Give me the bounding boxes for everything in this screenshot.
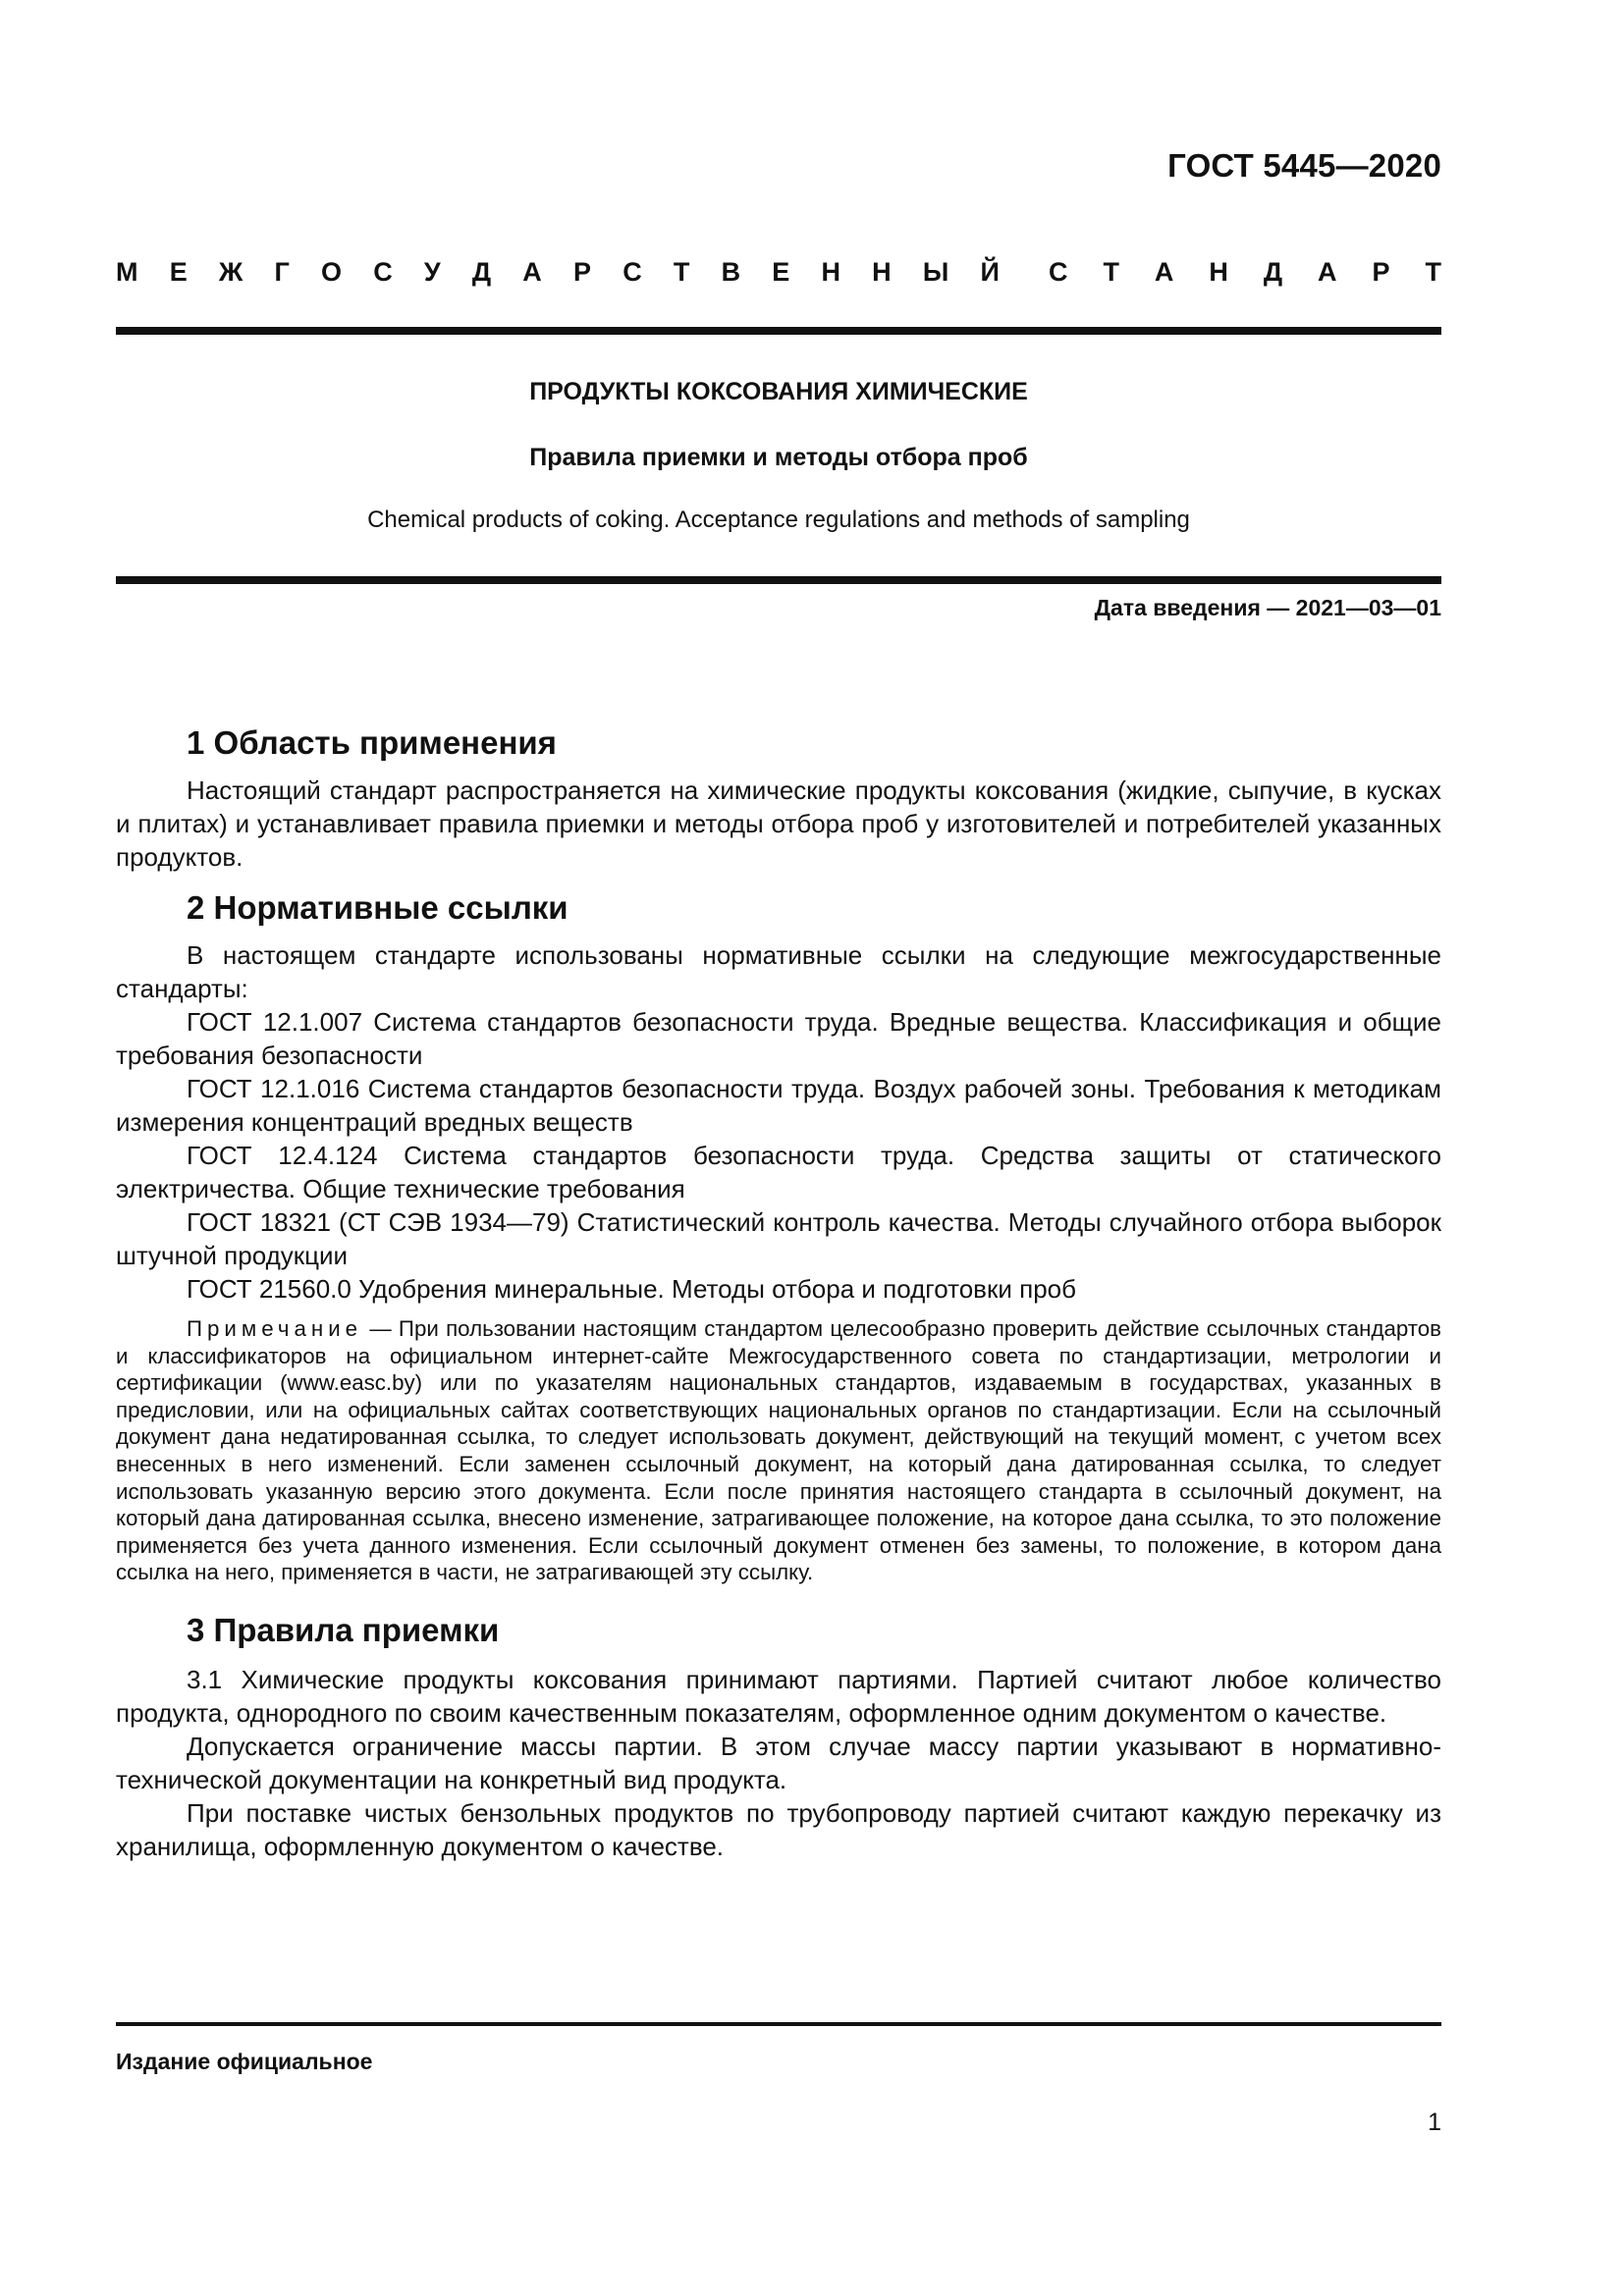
note-label: Примечание <box>187 1316 363 1341</box>
reference-item: ГОСТ 12.1.007 Система стандартов безопасности труда. Вредные вещества. Классификация и общие требования безопасности <box>116 1007 1441 1070</box>
reference-item: ГОСТ 18321 (СТ СЭВ 1934—79) Статистический контроль качества. Методы случайного отбора выборок штучной продукции <box>116 1207 1441 1270</box>
reference-item: ГОСТ 12.4.124 Система стандартов безопасности труда. Средства защиты от статического электричества. Общие технические требования <box>116 1141 1441 1203</box>
footer-rule <box>116 2022 1441 2026</box>
header-rule <box>116 327 1441 335</box>
title-rule <box>116 576 1441 584</box>
reference-item: ГОСТ 12.1.016 Система стандартов безопасности труда. Воздух рабочей зоны. Требования к методикам измерения концентраций вредных веществ <box>116 1074 1441 1137</box>
reference-item: ГОСТ 21560.0 Удобрения минеральные. Методы отбора и подготовки проб <box>187 1274 1077 1304</box>
section-3-paragraph: 3.1 Химические продукты коксования принимают партиями. Партией считают любое количество продукта, однородного по своим качественным показателям, оформленное одним документом о качестве. <box>116 1664 1441 1728</box>
section-3-paragraph: При поставке чистых бензольных продуктов по трубопроводу партией считают каждую перекачку из хранилища, оформленную документом о качестве. <box>116 1797 1441 1861</box>
standard-kind <box>116 257 1441 288</box>
standard-kind-word-1: М Е Ж Г О С У Д А Р С Т В Е Н Н Ы Й <box>116 257 1000 287</box>
section-2-paragraph: В настоящем стандарте использованы нормативные ссылки на следующие межгосударственные стандарты: <box>116 940 1441 1003</box>
section-3-heading: 3 Правила приемки <box>187 1611 500 1648</box>
section-1-heading: 1 Область применения <box>187 724 557 761</box>
standard-code: ГОСТ 5445—2020 <box>1167 147 1441 184</box>
document-body <box>116 722 1441 1863</box>
edition-label: Издание официальное <box>116 2049 373 2074</box>
page-number: 1 <box>1428 2109 1441 2136</box>
introduction-date: Дата введения — 2021—03—01 <box>1094 595 1441 620</box>
document-subtitle: Правила приемки и методы отбора проб <box>529 444 1028 471</box>
document-title: ПРОДУКТЫ КОКСОВАНИЯ ХИМИЧЕСКИЕ <box>529 378 1028 405</box>
document-title-english: Chemical products of coking. Acceptance regulations and methods of sampling <box>367 507 1190 533</box>
note-text: — При пользовании настоящим стандартом целесообразно проверить действие ссылочных стандартов и классификаторов на официальном интернет-сайте Межгосударственного совета по стандартизации, метрологии и сертификации (www.easc.by) или по указателям национальных стандартов, издаваемым в государствах, указанных в предисловии, или на официальных сайтах соответствующих национальных органов по стандартизации. Если на ссылочный документ дана недатированная ссылка, то следует использовать документ, действующий на текущий момент, с учетом всех внесенных в него изменений. Если заменен ссылочный документ, на который дана датированная ссылка, то следует использовать указанную версию этого документа. Если после принятия настоящего стандарта в ссылочный документ, на который дана датированная ссылка, внесено изменение, затрагивающее положение, на которое дана ссылка, то это положение применяется без учета данного изменения. Если ссылочный документ отменен без замены, то положение, в котором дана ссылка на него, применяется в части, не затрагивающей эту ссылку. <box>116 1316 1441 1585</box>
section-3-paragraph: Допускается ограничение массы партии. В этом случае массу партии указывают в нормативно-технической документации на конкретный вид продукта. <box>116 1731 1441 1794</box>
note <box>116 1315 1441 1586</box>
standard-kind-word-2: С Т А Н Д А Р Т <box>1049 257 1441 287</box>
section-1-paragraph: Настоящий стандарт распространяется на химические продукты коксования (жидкие, сыпучие, в кусках и плитах) и устанавливает правила приемки и методы отбора проб у изготовителей и потребителей указанных продуктов. <box>116 775 1441 872</box>
section-2-heading: 2 Нормативные ссылки <box>187 889 568 926</box>
